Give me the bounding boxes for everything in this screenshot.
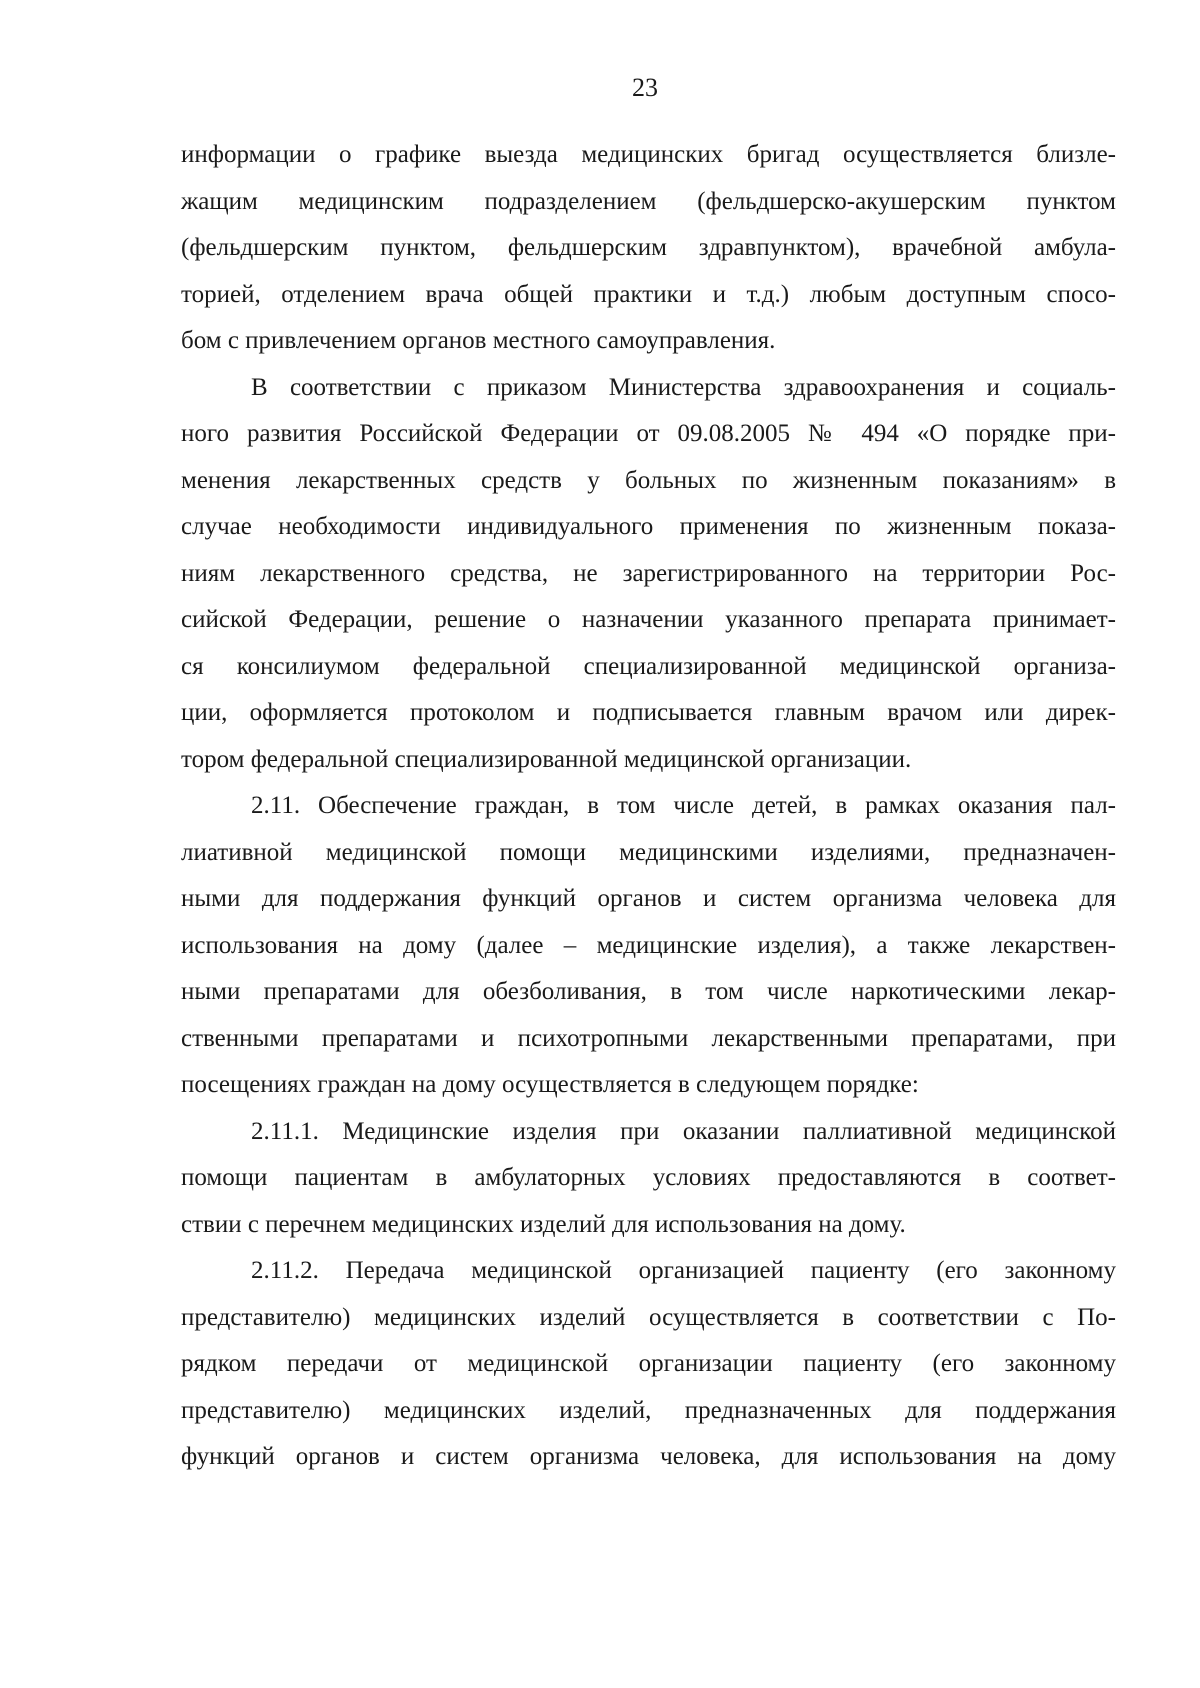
text-line: ственными препаратами и психотропными лекарственными препаратами, при [181, 1024, 1116, 1052]
text-line: ся консилиумом федеральной специализированной медицинской организа- [181, 652, 1116, 680]
text-line: жащим медицинским подразделением (фельдшерско-акушерским пунктом [181, 187, 1116, 215]
text-line: случае необходимости индивидуального применения по жизненным показа- [181, 513, 1116, 540]
text-line: 2.11.2. Передача медицинской организацией пациенту (его законному [251, 1257, 1116, 1284]
text-line: 2.11. Обеспечение граждан, в том числе детей, в рамках оказания пал- [251, 792, 1116, 819]
text-line: сийской Федерации, решение о назначении указанного препарата принимает- [181, 606, 1116, 633]
text-line: информации о графике выезда медицинских бригад осуществляется близле- [181, 141, 1116, 168]
paragraph [181, 365, 1116, 784]
text-line: В соответствии с приказом Министерства здравоохранения и социаль- [251, 373, 1116, 401]
paragraph [181, 1109, 1116, 1249]
text-line: ниям лекарственного средства, не зарегистрированного на территории Рос- [181, 559, 1116, 587]
text-line: лиативной медицинской помощи медицинскими изделиями, предназначен- [181, 838, 1116, 866]
text-line: представителю) медицинских изделий осуществляется в соответствии с По- [181, 1303, 1116, 1331]
paragraph [181, 132, 1116, 365]
page-number: 23 [632, 73, 658, 102]
text-line: ными препаратами для обезболивания, в том числе наркотическими лекар- [181, 978, 1116, 1005]
text-line: менения лекарственных средств у больных по жизненным показаниям» в [181, 466, 1116, 494]
document-body [181, 132, 1116, 1481]
text-line: помощи пациентам в амбулаторных условиях предоставляются в соответ- [181, 1164, 1116, 1191]
text-line: тором федеральной специализированной медицинской организации. [181, 745, 912, 773]
text-line: ного развития Российской Федерации от 09.08.2005 № 494 «О порядке при- [181, 420, 1116, 447]
text-line: использования на дому (далее – медицинские изделия), а также лекарствен- [181, 931, 1116, 959]
text-line: 2.11.1. Медицинские изделия при оказании паллиативной медицинской [251, 1117, 1116, 1145]
text-line: (фельдшерским пунктом, фельдшерским здравпунктом), врачебной амбула- [181, 234, 1116, 261]
text-line: торией, отделением врача общей практики и т.д.) любым доступным спосо- [181, 280, 1116, 308]
text-line: бом с привлечением органов местного самоуправления. [181, 327, 776, 354]
text-line: ствии с перечнем медицинских изделий для использования на дому. [181, 1210, 906, 1238]
text-line: функций органов и систем организма человека, для использования на дому [181, 1443, 1116, 1470]
text-line: ными для поддержания функций органов и систем организма человека для [181, 885, 1116, 912]
text-line: посещениях граждан на дому осуществляется в следующем порядке: [181, 1071, 919, 1098]
text-line: ции, оформляется протоколом и подписывается главным врачом или дирек- [181, 699, 1116, 726]
paragraph [181, 1248, 1116, 1481]
paragraph [181, 783, 1116, 1109]
text-line: рядком передачи от медицинской организации пациенту (его законному [181, 1350, 1116, 1377]
text-line: представителю) медицинских изделий, предназначенных для поддержания [181, 1396, 1116, 1424]
